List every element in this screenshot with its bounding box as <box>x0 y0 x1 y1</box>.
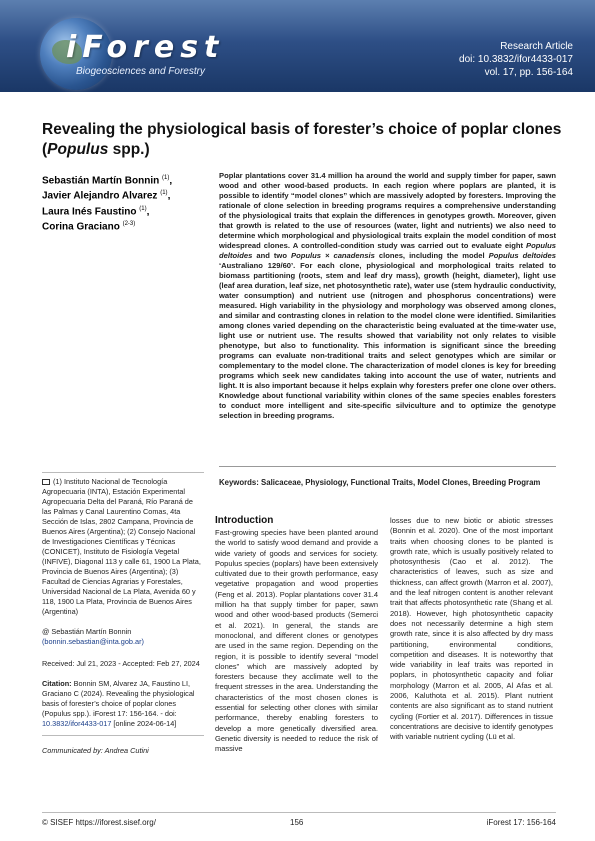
title-line1: Revealing the physiological basis of forester’s choice of poplar clones <box>42 121 562 138</box>
sidebar-divider <box>42 735 204 736</box>
keywords-divider <box>219 466 556 467</box>
journal-logo: iForest <box>66 30 225 65</box>
author-item: Javier Alejandro Alvarez $^{(1)}$, <box>42 190 171 202</box>
author-item: Laura Inés Faustino $^{(1)}$, <box>42 205 150 217</box>
title-line2: spp.) <box>108 141 150 158</box>
citation: Citation: Bonnin SM, Alvarez JA, Faustino LI, Graciano C (2024). Revealing the physiological basis of forester’s choice of poplar clones (Populus spp.). iForest 17: 156-164. - doi: 10.3832/ifor4433-017 [online 2024-06-14] <box>42 679 195 728</box>
abstract: Poplar plantations cover 31.4 million ha around the world and supply timber for paper, sawn wood and other wood-based products. In each region where poplars are planted, it is possible to identify “model clones” which are massively adopted by foresters. Improving the rationale of clone selection in breeding programs requires a comprehensive understanding of the physiological traits that explain the differences in genotypes growth. Moreover, given that growth is related to the use of resources (water, light and nutrients) we also need to determine which morphological and physiological traits explain the model condition of most widespread clones. A controlled-condition study was carried out to evaluate eight Populus deltoides and two Populus × canadensis clones, including the model Populus deltoides ‘Australiano 129/60’. For each clone, physiological and morphological traits related to biomass partitioning (roots, stem and leaf dry mass), growth (height, diameter), light use (leaf area duration, leaf size, net photosynthetic rate), water use (stem hydraulic conductivity, water consumption) and nutrient use (nitrogen and phosphorus concentrations) were measured. High variability in the physiology and morphology was observed among clones, and similar and contrasting clones in relation to the model clone were identified. Similarities among clones varied depending on the characteristic being evaluated at the time-water use, light use or nutrient use. The results showed that variability not only relates to visible phenotype, but also to functionality. This information is significant since the breeding programs can evaluate non-traditional traits and select genotypes which are similar or complementary to the model clone. The characterization of model clones is key for breeding programs which seek new candidates taking into account the use of water, nutrients and light. It is also important because it helps explain why foresters prefer one clone over others. Knowledge about functional variability within clones of the same species enables foresters to conduct more intelligent and site-specific silviculture and to optimize the genotype selection in breeding programs. <box>219 171 556 420</box>
contact <box>42 627 204 647</box>
sidebar-divider <box>42 472 204 473</box>
article-type: Research Article <box>500 41 573 52</box>
author-item: Corina Graciano $^{(2-3)}$ <box>42 220 136 233</box>
title-genus: Populus <box>47 141 109 158</box>
contact-email-link[interactable]: (bonnin.sebastian@inta.gob.ar) <box>42 637 144 646</box>
page-number: 156 <box>290 818 304 827</box>
page-footer <box>42 812 556 827</box>
intro-column-1: Fast-growing species have been planted around the world to satisfy wood demand and provide a wide variety of goods and services for society. Populus species (poplars) have been extensively cultivated due to their growth performance, easy vegetative propagation and wood properties (Feng et al. 2013). Poplar plantations cover 31.4 million ha that supply timber for paper, sawn wood and other wood-based products (Semerci et al. 2021). In general, the stands are monoclonal, and different clones or genotypes are used in the same region. Depending on the region, it is possible to identify several “model clones” which are massively adopted by foresters because they acclimate well to the frequent stresses in the area. Understanding the characteristics of the most chosen clones is essential for selecting other clones with similar performance, thereby enabling foresters to develop a more genetically diversified area. Genetic diversity is needed to reduce the risk of massive <box>215 528 378 754</box>
intro-column-2: losses due to new biotic or abiotic stresses (Bonnin et al. 2020). One of the most important traits when choosing clones to be planted is growth rate, which is usually positively related to photosynthesis (Cao et al. 2012). The characteristics of leaves, such as size and thickness, can affect growth (Marron et al. 2007), and the leaf nitrogen content is another relevant trait that affects photosynthetic rate (Shang et al. 2018). However, high photosynthetic capacity does not necessarily determine a high stem growth rate, since it is also affected by dry mass partitioning, environmental conditions, competition and diseases. It is noteworthy that wide variability in leaf traits was reported in poplars, in photosynthetic capacity and foliar morphology (Marron et al. 2005, Al Afas et al. 2006, Kaluthota et al. 2015). Plant nutrient contents are also significant as to stand nutrient cycling (Fortier et al. 2017). Differences in tissue concentrations are decisive to identify genotypes with variable nutrient cycling (Lü et al. <box>390 516 553 742</box>
keywords <box>219 478 556 489</box>
footer-journal: iForest 17: 156-164 <box>486 818 556 827</box>
paper-title: Revealing the physiological basis of forester’s choice of poplar clones (Populus spp.) <box>42 121 562 158</box>
article-volume: vol. 17, pp. 156-164 <box>484 67 573 78</box>
introduction-heading: Introduction <box>215 515 274 526</box>
article-doi: doi: 10.3832/ifor4433-017 <box>459 54 573 65</box>
keywords-list: Salicaceae, Physiology, Functional Traits, Model Clones, Breeding Program <box>261 478 541 487</box>
citation-doi-link[interactable]: 10.3832/ifor4433-017 <box>42 719 112 728</box>
communicated-by: Communicated by: Andrea Cutini <box>42 746 149 755</box>
article-info <box>459 40 573 79</box>
author-item: Sebastián Martín Bonnin $^{(1)}$, <box>42 175 173 187</box>
journal-banner <box>0 0 595 92</box>
keywords-label: Keywords: <box>219 478 259 487</box>
envelope-icon <box>42 479 50 485</box>
footer-copyright[interactable]: © SISEF https://iforest.sisef.org/ <box>42 818 156 827</box>
affiliations: (1) Instituto Nacional de Tecnología Agropecuaria (INTA), Estación Experimental Agropecuaria Delta del Paraná, Río Paraná de las Palmas y Canal Laurentino Comas, 4ta Sección de Islas, 2802 Campana, Provincia de Buenos Aires (Argentina); (2) Consejo Nacional de Investigaciones Científicas y Técnicas (CONICET), Instituto de Fisiología Vegetal (INFIVE), Diagonal 113 y calle 61, 1900 La Plata, Provincia de Buenos Aires (Argentina); (3) Facultad de Ciencias Agrarias y Forestales, Universidad Nacional de La Plata, Avenida 60 y 118, 1900 La Plata, Provincia de Buenos Aires (Argentina) <box>42 477 201 616</box>
author-list <box>42 172 207 233</box>
article-sidebar <box>42 466 204 756</box>
journal-subtitle: Biogeosciences and Forestry <box>76 66 205 77</box>
received-accepted-dates: Received: Jul 21, 2023 - Accepted: Feb 27, 2024 <box>42 659 200 668</box>
contact-name: @ Sebastián Martín Bonnin <box>42 627 132 636</box>
